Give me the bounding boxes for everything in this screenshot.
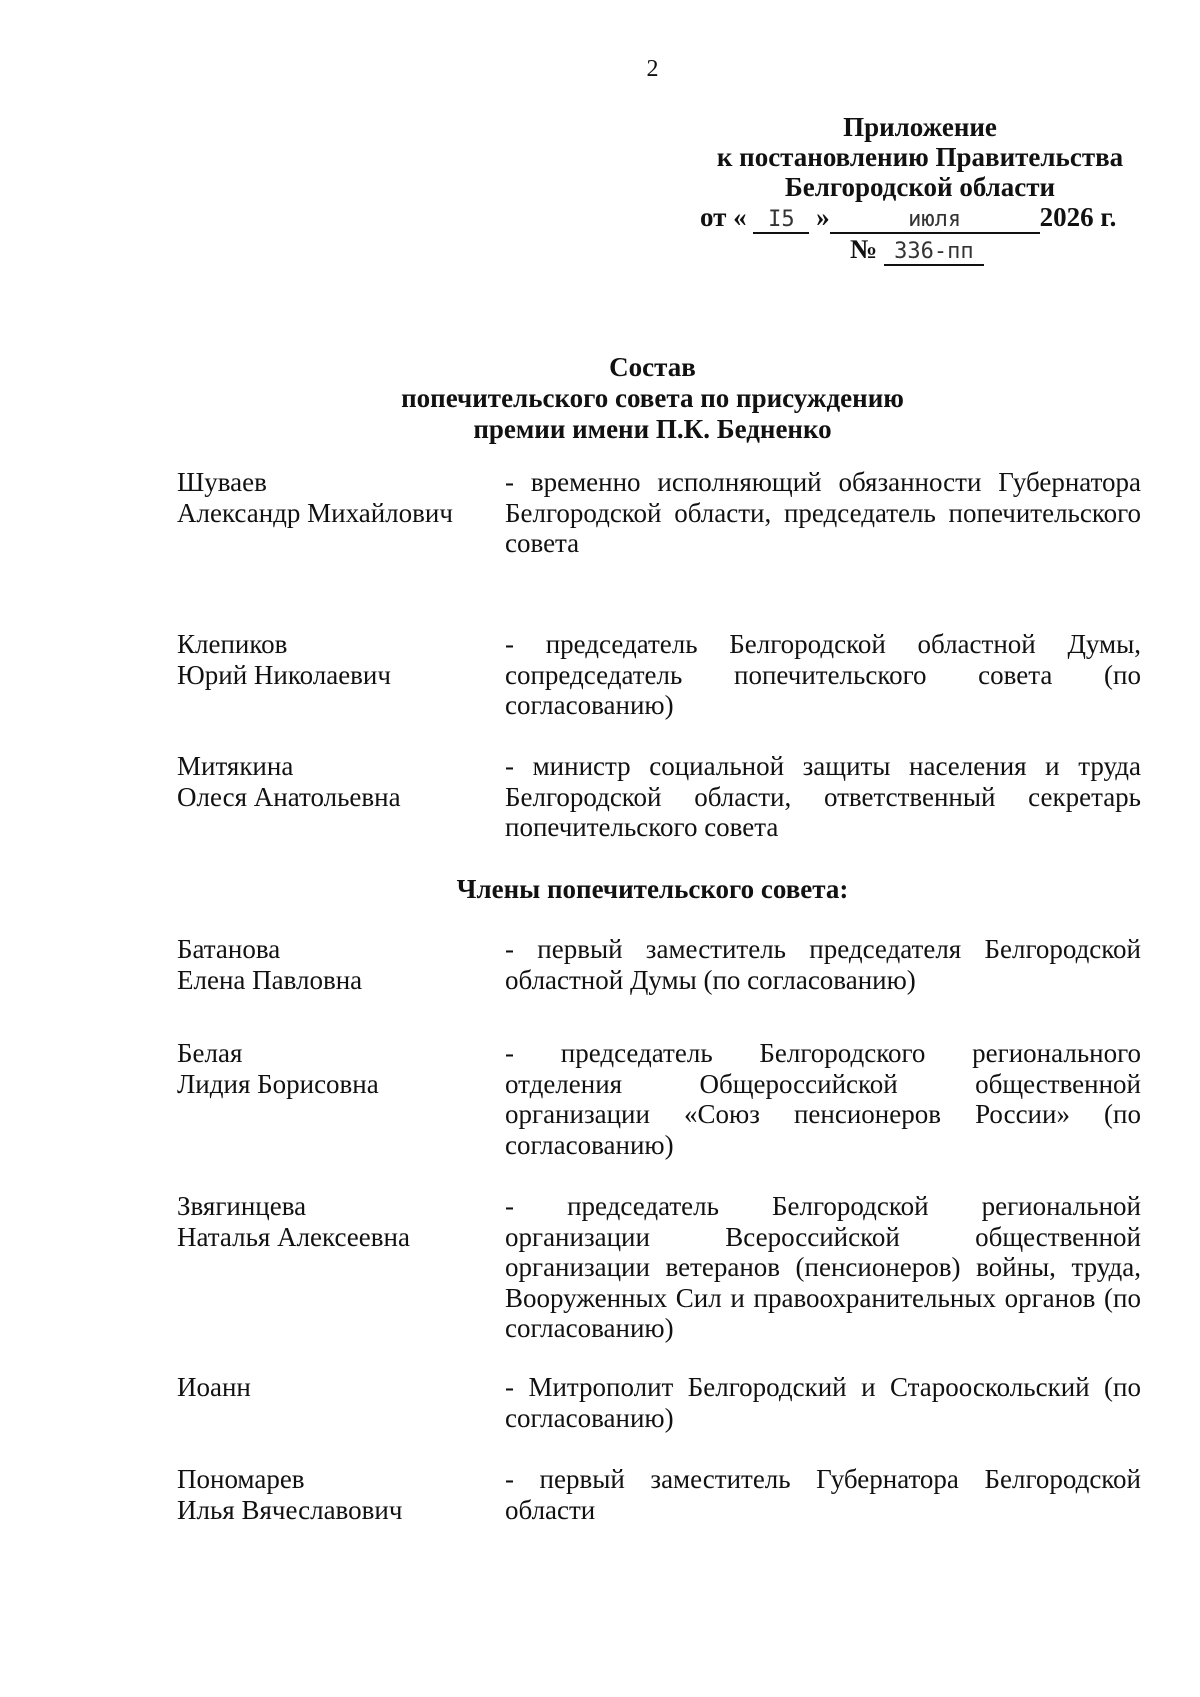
number-value: 336-пп xyxy=(884,240,984,266)
leadership-row xyxy=(177,751,1141,843)
date-mid: » xyxy=(816,202,830,232)
member-row xyxy=(177,1464,1141,1525)
member-given-name: Лидия Борисовна xyxy=(177,1068,379,1099)
member-name xyxy=(177,1038,505,1160)
appendix-number xyxy=(700,234,1140,266)
member-name xyxy=(177,1191,505,1344)
member-role: - председатель Белгородской региональной организации Всероссийской общественной организации ветеранов (пенсионеров) войны, труда, Вооруженных Сил и правоохранительных органов (по согласованию) xyxy=(505,1191,1141,1343)
date-day: I5 xyxy=(753,208,809,234)
date-month: июля xyxy=(830,208,1040,234)
date-year: 2026 г. xyxy=(1039,202,1117,232)
leadership-row xyxy=(177,629,1141,721)
title-line-1: Состав xyxy=(609,352,696,382)
member-surname: Батанова xyxy=(177,934,281,964)
title-line-3: премии имени П.К. Бедненко xyxy=(473,414,832,444)
leadership-row xyxy=(177,467,1141,559)
member-given-name: Илья Вячеславович xyxy=(177,1494,403,1525)
member-role: - временно исполняющий обязанности Губернатора Белгородской области, председатель попечительского совета xyxy=(505,467,1141,558)
member-surname: Клепиков xyxy=(177,629,288,659)
member-surname: Белая xyxy=(177,1038,243,1068)
member-surname: Митякина xyxy=(177,751,294,781)
member-given-name: Олеся Анатольевна xyxy=(177,781,401,812)
member-surname: Шуваев xyxy=(177,467,267,497)
member-role: - председатель Белгородского регионального отделения Общероссийской общественной организации «Союз пенсионеров России» (по согласованию) xyxy=(505,1038,1141,1160)
member-name xyxy=(177,629,505,721)
member-role: - министр социальной защиты населения и труда Белгородской области, ответственный секретарь попечительского совета xyxy=(505,751,1141,842)
member-surname: Иоанн xyxy=(177,1372,251,1402)
appendix-region: Белгородской области xyxy=(784,172,1056,202)
member-surname: Пономарев xyxy=(177,1464,305,1494)
member-name xyxy=(177,751,505,843)
members-heading: Члены попечительского совета: xyxy=(456,874,849,904)
appendix-title: Приложение xyxy=(843,112,997,142)
member-row xyxy=(177,934,1141,995)
member-given-name: Александр Михайлович xyxy=(177,497,453,528)
appendix-date xyxy=(700,202,1140,234)
page-number: 2 xyxy=(646,56,659,82)
member-role: - первый заместитель председателя Белгородской областной Думы (по согласованию) xyxy=(505,934,1141,995)
member-given-name: Юрий Николаевич xyxy=(177,659,391,690)
member-name xyxy=(177,1464,505,1525)
number-prefix: № xyxy=(850,234,878,264)
member-name xyxy=(177,1372,505,1433)
member-row xyxy=(177,1038,1141,1160)
member-name xyxy=(177,934,505,995)
member-row xyxy=(177,1372,1141,1433)
member-role: - председатель Белгородской областной Думы, сопредседатель попечительского совета (по согласованию) xyxy=(505,629,1141,720)
member-name xyxy=(177,467,505,559)
member-given-name: Елена Павловна xyxy=(177,964,363,995)
member-role: - первый заместитель Губернатора Белгородской области xyxy=(505,1464,1141,1525)
member-role: - Митрополит Белгородский и Старооскольский (по согласованию) xyxy=(505,1372,1141,1433)
member-given-name: Наталья Алексеевна xyxy=(177,1221,410,1252)
document-title xyxy=(0,352,1200,445)
appendix-header xyxy=(700,112,1140,266)
date-prefix: от « xyxy=(700,202,747,232)
member-row xyxy=(177,1191,1141,1344)
appendix-resolution: к постановлению Правительства xyxy=(716,142,1124,172)
member-surname: Звягинцева xyxy=(177,1191,307,1221)
title-line-2: попечительского совета по присуждению xyxy=(401,383,904,413)
